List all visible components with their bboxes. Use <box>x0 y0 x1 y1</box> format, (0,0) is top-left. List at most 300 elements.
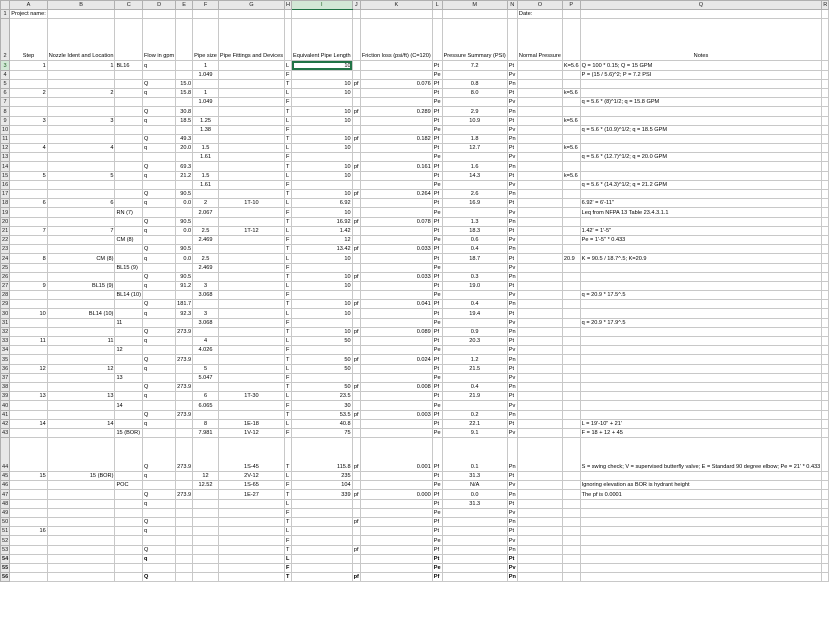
cell-n46[interactable]: Pv <box>507 481 517 490</box>
cell-m50[interactable] <box>442 518 507 527</box>
cell-d12[interactable]: q <box>143 144 176 153</box>
cell-e11[interactable]: 49.3 <box>176 134 193 143</box>
cell-i37[interactable] <box>292 373 353 382</box>
cell-g31[interactable] <box>218 318 284 327</box>
cell-p6[interactable]: k=5.6 <box>562 88 580 97</box>
cell-p19[interactable] <box>562 208 580 217</box>
cell-j43[interactable] <box>352 428 360 437</box>
cell-e19[interactable] <box>176 208 193 217</box>
cell-a36[interactable]: 12 <box>10 364 48 373</box>
cell-r20[interactable] <box>822 217 829 226</box>
cell-r34[interactable] <box>822 346 829 355</box>
cell-c42[interactable] <box>115 419 143 428</box>
cell-e10[interactable] <box>176 125 193 134</box>
cell-i5[interactable]: 10 <box>292 79 353 88</box>
cell-a19[interactable] <box>10 208 48 217</box>
cell-d45[interactable]: q <box>143 472 176 481</box>
cell-m24[interactable]: 18.7 <box>442 254 507 263</box>
cell-g48[interactable] <box>218 499 284 508</box>
cell-n51[interactable]: Pt <box>507 527 517 536</box>
cell-d11[interactable]: Q <box>143 134 176 143</box>
cell-r30[interactable] <box>822 309 829 318</box>
cell-q27[interactable] <box>580 281 822 290</box>
cell-r15[interactable] <box>822 171 829 180</box>
cell-l11[interactable]: Pf <box>432 134 442 143</box>
row-header[interactable]: 19 <box>2 209 9 216</box>
cell-o25[interactable] <box>517 263 562 272</box>
cell-i6[interactable]: 10 <box>292 88 353 97</box>
cell-e41[interactable]: 273.9 <box>177 411 192 418</box>
cell-a49[interactable] <box>10 508 48 517</box>
cell-j15[interactable] <box>352 171 360 180</box>
row-header[interactable]: 18 <box>2 200 9 207</box>
cell-q14[interactable] <box>580 162 822 171</box>
cell-d36[interactable]: q <box>143 364 176 373</box>
cell-h13[interactable]: F <box>285 153 292 162</box>
cell-a10[interactable] <box>10 125 48 134</box>
cell-b44[interactable] <box>47 438 115 472</box>
cell-f47[interactable] <box>193 490 219 499</box>
cell-e3[interactable] <box>176 61 193 70</box>
cell-h8[interactable]: T <box>285 107 292 116</box>
cell-r11[interactable] <box>822 134 829 143</box>
cell-e54[interactable] <box>176 554 193 563</box>
row-header[interactable]: 26 <box>2 273 9 280</box>
cell-o30[interactable] <box>517 309 562 318</box>
cell-o24[interactable] <box>517 254 562 263</box>
row-header[interactable]: 53 <box>2 546 9 553</box>
cell-i22[interactable]: 12 <box>292 235 353 244</box>
cell-e24[interactable]: 0.0 <box>176 254 193 263</box>
cell-h34[interactable]: F <box>285 346 292 355</box>
cell-d4[interactable] <box>143 70 176 79</box>
cell-k46[interactable] <box>360 481 432 490</box>
cell-n5[interactable]: Pn <box>508 80 516 87</box>
cell-l20[interactable]: Pf <box>432 217 442 226</box>
cell-a16[interactable] <box>10 180 48 189</box>
cell-k17[interactable]: 0.264 <box>360 190 432 199</box>
cell-q52[interactable] <box>580 536 822 545</box>
cell-p32[interactable] <box>562 327 580 336</box>
cell-p16[interactable] <box>562 180 580 189</box>
cell-n25[interactable]: Pv <box>507 263 517 272</box>
cell-g9[interactable] <box>218 116 284 125</box>
cell-q32[interactable] <box>580 327 822 336</box>
cell-g47[interactable]: 1E-27 <box>218 490 284 499</box>
cell-c12[interactable] <box>115 144 143 153</box>
cell-m14[interactable]: 1.6 <box>442 162 507 171</box>
cell-l15[interactable]: Pt <box>432 171 442 180</box>
cell-f53[interactable] <box>193 545 219 554</box>
cell-q3[interactable]: Q = 100 * 0.15; Q = 15 GPM <box>580 61 822 70</box>
cell-i27[interactable]: 10 <box>292 281 353 290</box>
column-header-p[interactable]: P <box>562 1 580 10</box>
cell-n15[interactable]: Pt <box>507 171 517 180</box>
cell-e39[interactable] <box>176 392 193 401</box>
cell-k29[interactable]: 0.041 <box>360 300 432 309</box>
cell-n56[interactable]: Pn <box>508 574 516 581</box>
cell-q37[interactable] <box>580 373 822 382</box>
cell-p12[interactable]: k=5.6 <box>562 144 580 153</box>
cell-a1[interactable]: Project name: <box>11 11 46 18</box>
cell-a52[interactable] <box>10 536 48 545</box>
cell-k5[interactable]: 0.076 <box>360 79 432 88</box>
cell-o18[interactable] <box>517 199 562 208</box>
cell-l44[interactable]: Pf <box>432 438 442 472</box>
cell-o5[interactable] <box>517 79 562 88</box>
cell-b49[interactable] <box>47 508 115 517</box>
cell-n32[interactable]: Pn <box>508 329 516 335</box>
cell-b38[interactable] <box>47 382 115 391</box>
cell-h36[interactable]: L <box>285 364 292 373</box>
cell-o29[interactable] <box>517 300 562 309</box>
cell-a4[interactable] <box>10 70 48 79</box>
cell-j10[interactable] <box>352 125 360 134</box>
cell-b30[interactable]: BL14 (10) <box>47 309 115 318</box>
cell-o50[interactable] <box>517 518 562 527</box>
cell-m43[interactable]: 9.1 <box>442 428 507 437</box>
cell-d29[interactable]: Q <box>143 300 176 309</box>
row-header[interactable]: 44 <box>1 438 10 472</box>
cell-m2[interactable]: Pressure Summary (PSI) <box>442 19 507 61</box>
cell-m27[interactable]: 19.0 <box>442 281 507 290</box>
cell-b11[interactable] <box>47 134 115 143</box>
cell-q55[interactable] <box>580 563 822 572</box>
cell-a25[interactable] <box>10 263 48 272</box>
cell-n3[interactable]: Pt <box>507 61 517 70</box>
row-header[interactable]: 14 <box>2 163 9 170</box>
cell-n44[interactable]: Pn <box>507 438 517 472</box>
cell-b13[interactable] <box>47 153 115 162</box>
cell-r22[interactable] <box>822 235 829 244</box>
cell-f14[interactable] <box>193 162 219 171</box>
cell-c10[interactable] <box>115 125 143 134</box>
cell-k55[interactable] <box>360 563 432 572</box>
cell-d40[interactable] <box>143 401 176 410</box>
cell-d25[interactable] <box>143 263 176 272</box>
cell-f52[interactable] <box>193 536 219 545</box>
column-header-l[interactable]: L <box>432 1 442 10</box>
cell-c1[interactable] <box>115 10 143 19</box>
cell-l38[interactable]: Pf <box>432 382 442 391</box>
cell-p40[interactable] <box>562 401 580 410</box>
cell-c37[interactable]: 13 <box>115 373 143 382</box>
cell-h32[interactable]: T <box>285 327 292 336</box>
cell-a15[interactable]: 5 <box>10 171 48 180</box>
cell-p28[interactable] <box>562 291 580 300</box>
row-header[interactable]: 13 <box>2 154 9 161</box>
cell-n35[interactable]: Pn <box>508 356 516 363</box>
cell-a22[interactable] <box>10 235 48 244</box>
cell-f22[interactable]: 2.469 <box>193 235 219 244</box>
cell-b48[interactable] <box>47 499 115 508</box>
cell-k32[interactable]: 0.089 <box>360 327 432 336</box>
cell-f48[interactable] <box>193 499 219 508</box>
cell-o47[interactable] <box>517 490 562 499</box>
cell-l36[interactable]: Pt <box>432 364 442 373</box>
cell-q54[interactable] <box>580 554 822 563</box>
cell-e49[interactable] <box>176 508 193 517</box>
cell-f18[interactable]: 2 <box>193 199 219 208</box>
cell-h11[interactable]: T <box>285 134 292 143</box>
cell-h45[interactable]: L <box>285 472 292 481</box>
cell-c53[interactable] <box>115 545 143 554</box>
cell-m25[interactable] <box>442 263 507 272</box>
cell-n2[interactable] <box>507 19 517 61</box>
cell-m8[interactable]: 2.9 <box>442 107 507 116</box>
cell-m20[interactable]: 1.3 <box>442 217 507 226</box>
cell-d52[interactable] <box>143 536 176 545</box>
cell-d37[interactable] <box>143 373 176 382</box>
cell-o23[interactable] <box>517 245 562 254</box>
cell-h43[interactable]: F <box>285 428 292 437</box>
cell-a42[interactable]: 14 <box>10 419 48 428</box>
cell-k37[interactable] <box>360 373 432 382</box>
cell-r24[interactable] <box>822 254 829 263</box>
cell-r17[interactable] <box>822 190 829 199</box>
cell-f15[interactable]: 1.5 <box>193 171 219 180</box>
cell-p3[interactable]: K=5.6 <box>563 62 579 69</box>
cell-g19[interactable] <box>218 208 284 217</box>
cell-m51[interactable] <box>442 527 507 536</box>
cell-c24[interactable] <box>115 254 143 263</box>
cell-c49[interactable] <box>115 508 143 517</box>
cell-d39[interactable]: q <box>143 392 176 401</box>
cell-n54[interactable]: Pt <box>507 554 517 563</box>
cell-d9[interactable]: q <box>143 116 176 125</box>
cell-j7[interactable] <box>352 98 360 107</box>
cell-i24[interactable]: 10 <box>292 254 353 263</box>
cell-j38[interactable]: pf <box>353 384 359 391</box>
cell-r41[interactable] <box>822 410 829 419</box>
cell-j46[interactable] <box>352 481 360 490</box>
cell-c45[interactable] <box>115 472 143 481</box>
cell-m1[interactable] <box>442 10 507 19</box>
cell-j19[interactable] <box>352 208 360 217</box>
cell-f55[interactable] <box>193 563 219 572</box>
cell-g1[interactable] <box>218 10 284 19</box>
cell-k30[interactable] <box>360 309 432 318</box>
cell-n53[interactable]: Pn <box>508 546 516 553</box>
cell-g26[interactable] <box>218 272 284 281</box>
cell-n31[interactable]: Pv <box>507 318 517 327</box>
cell-l28[interactable]: Pe <box>433 292 441 299</box>
cell-g28[interactable] <box>218 291 284 300</box>
cell-p47[interactable] <box>562 490 580 499</box>
cell-k53[interactable] <box>360 545 432 554</box>
cell-r29[interactable] <box>822 300 829 309</box>
cell-d22[interactable] <box>143 235 176 244</box>
cell-e42[interactable] <box>176 419 193 428</box>
cell-b7[interactable] <box>47 98 115 107</box>
cell-h42[interactable]: L <box>285 419 292 428</box>
cell-g30[interactable] <box>218 309 284 318</box>
cell-o54[interactable] <box>517 554 562 563</box>
cell-j11[interactable]: pf <box>353 136 359 143</box>
cell-m26[interactable]: 0.3 <box>442 272 507 281</box>
cell-p14[interactable] <box>562 162 580 171</box>
cell-i26[interactable]: 10 <box>292 272 353 281</box>
cell-f16[interactable]: 1.61 <box>193 180 219 189</box>
cell-f13[interactable]: 1.61 <box>193 153 219 162</box>
cell-n42[interactable]: Pt <box>507 419 517 428</box>
cell-o35[interactable] <box>517 355 562 364</box>
cell-k21[interactable] <box>360 226 432 235</box>
cell-i36[interactable]: 50 <box>292 364 353 373</box>
cell-i3[interactable]: 10 <box>292 61 353 70</box>
cell-a26[interactable] <box>10 272 48 281</box>
cell-l43[interactable]: Pe <box>433 430 441 437</box>
cell-n14[interactable]: Pn <box>508 163 516 170</box>
column-header-n[interactable]: N <box>507 1 517 10</box>
cell-m35[interactable]: 1.2 <box>442 355 507 364</box>
cell-q4[interactable]: P = (15 / 5.6)^2; P = 7.2 PSI <box>580 70 822 79</box>
column-header-b[interactable]: B <box>47 1 115 10</box>
cell-e13[interactable] <box>176 153 193 162</box>
cell-a41[interactable] <box>10 410 48 419</box>
cell-b29[interactable] <box>47 300 115 309</box>
cell-e9[interactable]: 18.5 <box>176 116 193 125</box>
cell-b54[interactable] <box>47 554 115 563</box>
cell-c56[interactable] <box>115 573 143 582</box>
cell-a38[interactable] <box>10 382 48 391</box>
cell-i19[interactable]: 10 <box>292 208 353 217</box>
cell-h30[interactable]: L <box>285 309 292 318</box>
cell-e30[interactable]: 92.3 <box>176 309 193 318</box>
cell-j4[interactable] <box>352 70 360 79</box>
cell-f39[interactable]: 6 <box>193 392 219 401</box>
cell-h26[interactable]: T <box>285 272 292 281</box>
cell-n6[interactable]: Pt <box>507 88 517 97</box>
cell-m12[interactable]: 12.7 <box>442 144 507 153</box>
cell-f54[interactable] <box>193 554 219 563</box>
cell-i4[interactable] <box>292 70 353 79</box>
cell-a28[interactable] <box>10 291 48 300</box>
cell-r21[interactable] <box>822 226 829 235</box>
cell-c9[interactable] <box>115 116 143 125</box>
cell-b39[interactable]: 13 <box>47 392 115 401</box>
cell-a8[interactable] <box>10 107 48 116</box>
cell-o31[interactable] <box>517 318 562 327</box>
cell-d19[interactable] <box>143 208 176 217</box>
cell-i52[interactable] <box>292 536 353 545</box>
cell-l49[interactable]: Pe <box>433 510 441 516</box>
cell-p29[interactable] <box>562 300 580 309</box>
row-header[interactable]: 7 <box>1 98 10 107</box>
cell-q26[interactable] <box>580 272 822 281</box>
cell-l22[interactable]: Pe <box>433 237 441 244</box>
cell-o26[interactable] <box>517 272 562 281</box>
cell-i50[interactable] <box>292 518 353 527</box>
cell-l34[interactable]: Pe <box>433 347 441 354</box>
cell-m46[interactable]: N/A <box>442 481 507 490</box>
cell-a20[interactable] <box>10 217 48 226</box>
cell-q46[interactable]: Ignoring elevation as BOR is hydrant height <box>580 481 822 490</box>
cell-q30[interactable] <box>580 309 822 318</box>
cell-q29[interactable] <box>580 300 822 309</box>
cell-j44[interactable]: pf <box>352 438 360 472</box>
cell-d1[interactable] <box>143 10 176 19</box>
row-header[interactable]: 29 <box>2 301 9 308</box>
cell-e51[interactable] <box>176 527 193 536</box>
cell-q10[interactable]: q = 5.6 * (10.9)^1/2; q = 18.5 GPM <box>580 125 822 134</box>
cell-k44[interactable]: 0.001 <box>360 438 432 472</box>
cell-m39[interactable]: 21.9 <box>442 392 507 401</box>
cell-k14[interactable]: 0.161 <box>360 162 432 171</box>
cell-c51[interactable] <box>115 527 143 536</box>
cell-a14[interactable] <box>10 162 48 171</box>
cell-n45[interactable]: Pt <box>507 472 517 481</box>
row-header[interactable]: 38 <box>2 384 9 391</box>
cell-d41[interactable]: Q <box>143 410 176 419</box>
cell-o46[interactable] <box>517 481 562 490</box>
cell-k4[interactable] <box>360 70 432 79</box>
cell-n43[interactable]: Pv <box>507 428 517 437</box>
cell-e20[interactable]: 90.5 <box>176 217 193 226</box>
cell-e35[interactable]: 273.9 <box>177 356 192 363</box>
cell-r55[interactable] <box>822 563 829 572</box>
cell-d14[interactable]: Q <box>143 162 176 171</box>
cell-q25[interactable] <box>580 263 822 272</box>
cell-n8[interactable]: Pn <box>508 108 516 115</box>
cell-d42[interactable]: q <box>143 419 176 428</box>
cell-o17[interactable] <box>517 190 562 199</box>
cell-i21[interactable]: 1.42 <box>292 226 353 235</box>
cell-r33[interactable] <box>822 337 829 346</box>
cell-p13[interactable] <box>562 153 580 162</box>
row-header[interactable]: 25 <box>2 264 9 271</box>
cell-l6[interactable]: Pt <box>432 88 442 97</box>
cell-a46[interactable] <box>10 481 48 490</box>
cell-q16[interactable]: q = 5.6 * (14.3)^1/2; q = 21.2 GPM <box>580 180 822 189</box>
cell-d46[interactable] <box>143 481 176 490</box>
cell-n19[interactable]: Pv <box>507 208 517 217</box>
cell-l32[interactable]: Pf <box>432 327 442 336</box>
cell-r43[interactable] <box>822 428 829 437</box>
cell-m49[interactable] <box>442 508 507 517</box>
cell-m7[interactable] <box>442 98 507 107</box>
cell-m41[interactable]: 0.2 <box>442 410 507 419</box>
cell-d38[interactable]: Q <box>143 382 176 391</box>
cell-h48[interactable]: L <box>285 499 292 508</box>
cell-k47[interactable]: 0.000 <box>360 490 432 499</box>
cell-b55[interactable] <box>47 563 115 572</box>
column-header-j[interactable]: J <box>352 1 360 10</box>
cell-c23[interactable] <box>115 245 143 254</box>
cell-j34[interactable] <box>352 346 360 355</box>
cell-k24[interactable] <box>360 254 432 263</box>
cell-k56[interactable] <box>360 573 432 582</box>
cell-j6[interactable] <box>352 88 360 97</box>
cell-k19[interactable] <box>360 208 432 217</box>
cell-g42[interactable]: 1E-18 <box>218 419 284 428</box>
cell-c19[interactable]: RN (7) <box>115 208 143 217</box>
cell-f26[interactable] <box>193 272 219 281</box>
cell-e4[interactable] <box>176 70 193 79</box>
cell-p35[interactable] <box>562 355 580 364</box>
row-header[interactable]: 4 <box>1 70 10 79</box>
cell-d3[interactable]: q <box>143 61 176 70</box>
cell-c11[interactable] <box>115 134 143 143</box>
cell-q36[interactable] <box>580 364 822 373</box>
cell-k39[interactable] <box>360 392 432 401</box>
cell-b24[interactable]: CM (8) <box>47 254 115 263</box>
cell-j14[interactable]: pf <box>353 163 359 170</box>
cell-n18[interactable]: Pt <box>507 199 517 208</box>
cell-q15[interactable] <box>580 171 822 180</box>
cell-d32[interactable]: Q <box>143 327 176 336</box>
row-header[interactable]: 33 <box>2 338 9 345</box>
